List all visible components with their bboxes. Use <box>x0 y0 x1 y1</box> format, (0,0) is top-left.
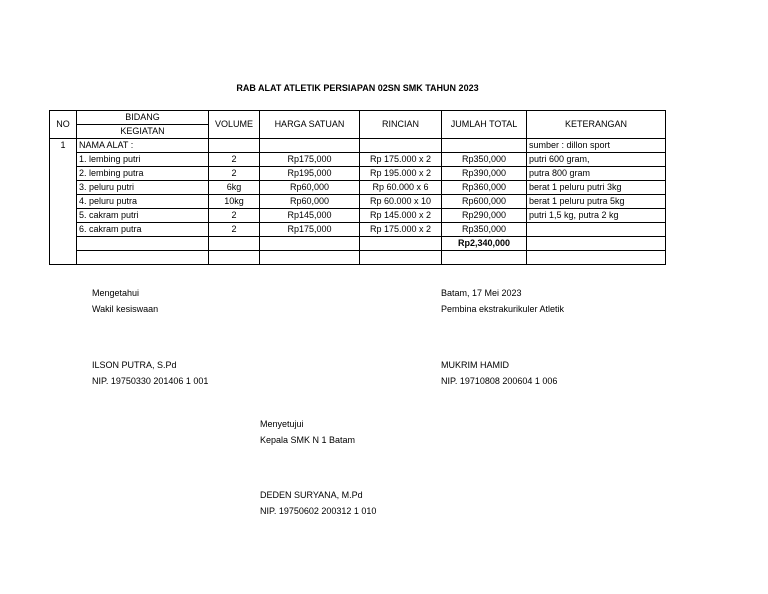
item-keterangan: putra 800 gram <box>527 167 666 181</box>
empty-cell <box>442 251 527 265</box>
item-jumlah: Rp360,000 <box>442 181 527 195</box>
empty-cell <box>527 237 666 251</box>
document-title: RAB ALAT ATLETIK PERSIAPAN 02SN SMK TAHUN 2023 <box>236 83 479 93</box>
item-name: 6. cakram putra <box>77 223 209 237</box>
empty-cell <box>209 251 260 265</box>
header-row-1 <box>50 111 666 125</box>
left-line2: Wakil kesiswaan <box>92 304 159 314</box>
empty-no-cell <box>50 153 77 167</box>
empty-no-cell <box>50 223 77 237</box>
item-keterangan <box>527 223 666 237</box>
signature-right-name-block <box>441 357 557 389</box>
center-line1: Menyetujui <box>260 419 304 429</box>
signature-left-heading <box>92 285 158 317</box>
item-harga: Rp195,000 <box>260 167 360 181</box>
empty-cell <box>360 251 442 265</box>
item-harga: Rp145,000 <box>260 209 360 223</box>
item-name: 1. lembing putri <box>77 153 209 167</box>
table-row <box>50 209 666 223</box>
empty-cell <box>209 237 260 251</box>
item-harga: Rp175,000 <box>260 153 360 167</box>
right-line2: Pembina ekstrakurikuler Atletik <box>441 304 565 314</box>
rab-table <box>49 110 666 265</box>
grand-total: Rp2,340,000 <box>442 237 527 251</box>
signature-right-heading <box>441 285 564 317</box>
empty-no-cell <box>50 209 77 223</box>
item-rincian: Rp 175.000 x 2 <box>360 153 442 167</box>
total-row <box>50 237 666 251</box>
header-kegiatan: KEGIATAN <box>77 125 209 139</box>
item-harga: Rp60,000 <box>260 181 360 195</box>
empty-cell <box>360 139 442 153</box>
item-volume: 2 <box>209 153 260 167</box>
item-rincian: Rp 60.000 x 10 <box>360 195 442 209</box>
item-volume: 2 <box>209 223 260 237</box>
item-jumlah: Rp350,000 <box>442 223 527 237</box>
empty-cell <box>260 251 360 265</box>
item-keterangan: berat 1 peluru putra 5kg <box>527 195 666 209</box>
item-keterangan: berat 1 peluru putri 3kg <box>527 181 666 195</box>
header-volume: VOLUME <box>209 111 260 139</box>
signature-center-heading <box>260 416 355 448</box>
item-rincian: Rp 175.000 x 2 <box>360 223 442 237</box>
signature-left-name-block <box>92 357 208 389</box>
empty-cell <box>209 139 260 153</box>
section-keterangan: sumber : dillon sport <box>527 139 666 153</box>
header-no: NO <box>50 111 77 139</box>
item-rincian: Rp 195.000 x 2 <box>360 167 442 181</box>
item-jumlah: Rp390,000 <box>442 167 527 181</box>
empty-no-cell <box>50 237 77 251</box>
empty-cell <box>360 237 442 251</box>
item-volume: 10kg <box>209 195 260 209</box>
header-rincian: RINCIAN <box>360 111 442 139</box>
item-volume: 6kg <box>209 181 260 195</box>
empty-cell <box>527 251 666 265</box>
center-line2: Kepala SMK N 1 Batam <box>260 435 356 445</box>
empty-no-cell <box>50 167 77 181</box>
empty-cell <box>260 139 360 153</box>
item-volume: 2 <box>209 209 260 223</box>
header-harga-satuan: HARGA SATUAN <box>260 111 360 139</box>
left-nip: NIP. 19750330 201406 1 001 <box>92 376 209 386</box>
right-nip: NIP. 19710808 200604 1 006 <box>441 376 558 386</box>
empty-cell <box>442 139 527 153</box>
item-rincian: Rp 145.000 x 2 <box>360 209 442 223</box>
item-jumlah: Rp600,000 <box>442 195 527 209</box>
item-name: 4. peluru putra <box>77 195 209 209</box>
item-keterangan: putri 600 gram, <box>527 153 666 167</box>
empty-cell <box>77 237 209 251</box>
empty-no-cell <box>50 251 77 265</box>
item-volume: 2 <box>209 167 260 181</box>
blank-row <box>50 251 666 265</box>
item-rincian: Rp 60.000 x 6 <box>360 181 442 195</box>
item-name: 2. lembing putra <box>77 167 209 181</box>
section-label: NAMA ALAT : <box>77 139 209 153</box>
right-line1: Batam, 17 Mei 2023 <box>441 288 522 298</box>
table-row <box>50 153 666 167</box>
item-jumlah: Rp350,000 <box>442 153 527 167</box>
section-row <box>50 139 666 153</box>
item-jumlah: Rp290,000 <box>442 209 527 223</box>
item-name: 3. peluru putri <box>77 181 209 195</box>
left-line1: Mengetahui <box>92 288 140 298</box>
item-keterangan: putri 1,5 kg, putra 2 kg <box>527 209 666 223</box>
header-jumlah-total: JUMLAH TOTAL <box>442 111 527 139</box>
signature-center-name-block <box>260 487 376 519</box>
empty-cell <box>260 237 360 251</box>
center-name: DEDEN SURYANA, M.Pd <box>260 490 363 500</box>
table-row <box>50 181 666 195</box>
section-no: 1 <box>50 139 77 153</box>
item-harga: Rp175,000 <box>260 223 360 237</box>
empty-no-cell <box>50 181 77 195</box>
empty-cell <box>77 251 209 265</box>
left-name: ILSON PUTRA, S.Pd <box>92 360 177 370</box>
header-bidang: BIDANG <box>77 111 209 125</box>
center-nip: NIP. 19750602 200312 1 010 <box>260 506 377 516</box>
table-row <box>50 195 666 209</box>
item-name: 5. cakram putri <box>77 209 209 223</box>
header-keterangan: KETERANGAN <box>527 111 666 139</box>
table-row <box>50 223 666 237</box>
table-row <box>50 167 666 181</box>
empty-no-cell <box>50 195 77 209</box>
right-name: MUKRIM HAMID <box>441 360 509 370</box>
item-harga: Rp60,000 <box>260 195 360 209</box>
